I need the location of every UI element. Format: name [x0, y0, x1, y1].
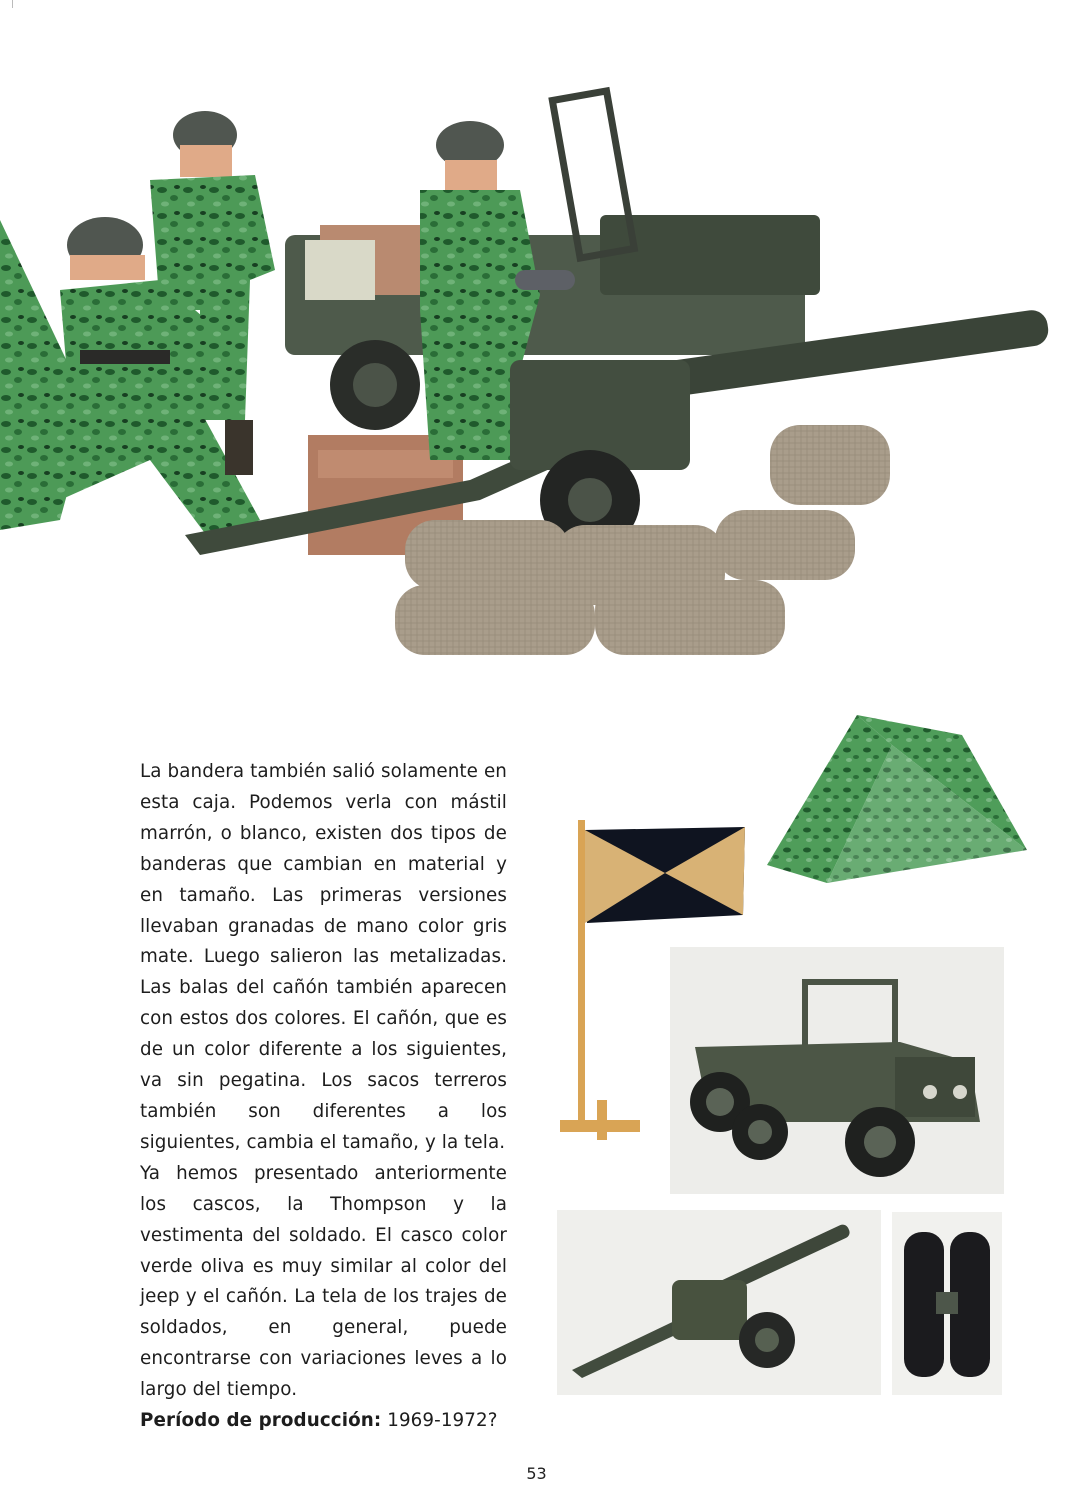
soldiers-jeep-cannon-scene	[0, 80, 1073, 680]
cannon-photo	[557, 1210, 881, 1395]
body-text	[140, 757, 507, 1437]
crop-mark	[12, 0, 13, 8]
production-label: Período de producción:	[140, 1410, 382, 1432]
jeep-photo	[670, 947, 1004, 1194]
paragraph-helmets: Ya hemos presentado anteriormente los cascos, la Thompson y la vestimenta del soldado. El casco color verde oliva es muy similar al color del jeep y el cañón. La tela de los trajes de soldados, en general, puede encontrarse con variaciones leves a lo largo del tiempo.	[140, 1162, 507, 1401]
wheels-photo	[892, 1212, 1002, 1395]
page-number: 53	[526, 1464, 547, 1483]
production-value: 1969-1972?	[381, 1410, 498, 1432]
tent-photo	[762, 705, 1032, 895]
paragraph-flag: La bandera también salió solamente en esta caja. Podemos verla con mástil marrón, o blanco, existen dos tipos de banderas que cambian en material y en tamaño. Las primeras versiones llevaban granadas de mano color gris mate. Luego salieron las metalizadas. Las balas del cañón también aparecen con estos dos colores. El cañón, que es de un color diferente a los siguientes, va sin pegatina. Los sacos terreros también son diferentes a los siguientes, cambia el tamaño, y la tela.	[140, 761, 507, 1153]
production-period	[140, 1406, 507, 1437]
